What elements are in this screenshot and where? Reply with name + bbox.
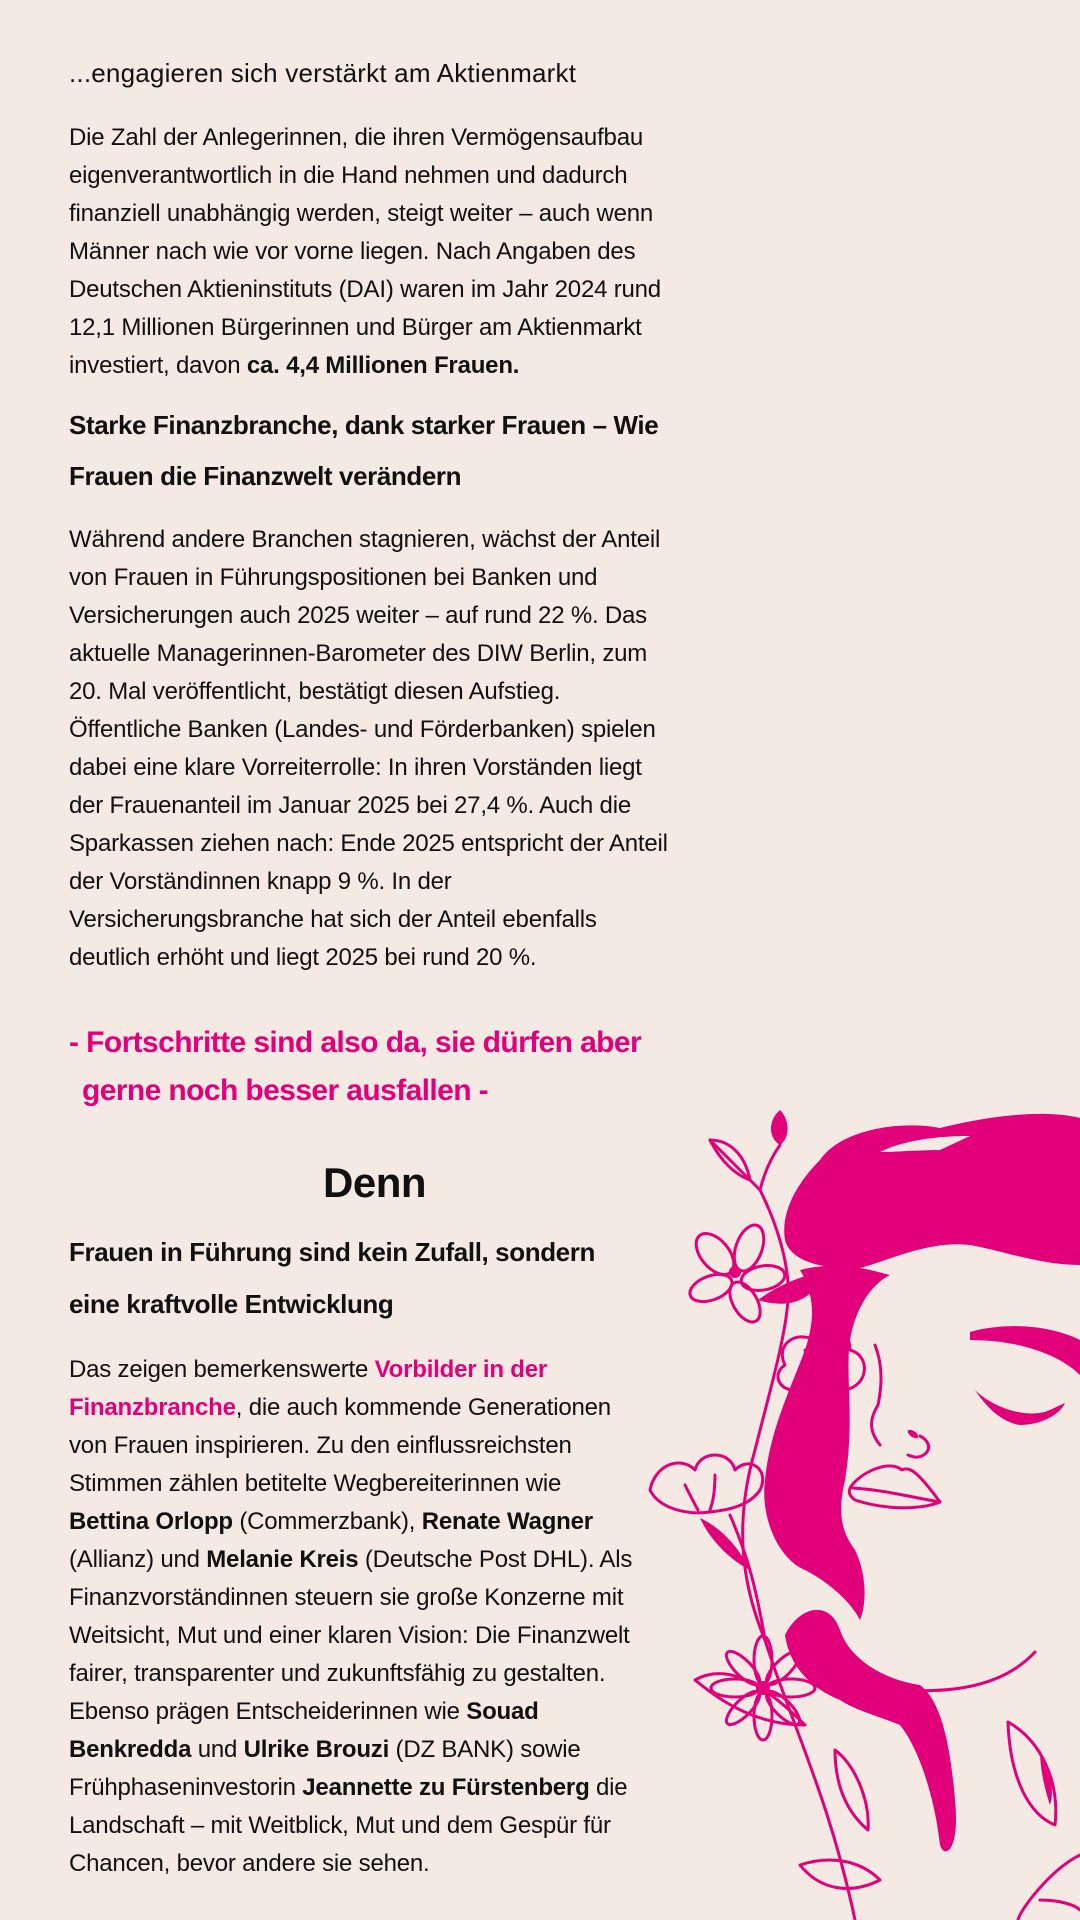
paragraph-line: deutlich erhöht und liegt 2025 bei rund 20 %. <box>69 944 537 971</box>
emphasis-women-count: ca. 4,4 Millionen Frauen. <box>246 352 520 379</box>
paragraph-line: 12,1 Millionen Bürgerinnen und Bürger am Aktienmarkt <box>69 314 642 341</box>
paragraph-line: Die Zahl der Anlegerinnen, die ihren Vermögensaufbau <box>69 124 643 151</box>
paragraph-line: Öffentliche Banken (Landes- und Förderbanken) spielen <box>69 716 656 743</box>
quote-line: gerne noch besser ausfallen - <box>82 1074 489 1107</box>
heading-line: Starke Finanzbranche, dank starker Frauen – Wie <box>69 410 659 440</box>
text-span: Das zeigen bemerkenswerte <box>69 1356 375 1383</box>
paragraph-line: 20. Mal veröffentlicht, bestätigt diesen Aufstieg. <box>69 678 561 705</box>
person-name: Bettina Orlopp <box>69 1508 233 1535</box>
paragraph-line: Während andere Branchen stagnieren, wächst der Anteil <box>69 526 661 553</box>
paragraph-line: eigenverantwortlich in die Hand nehmen und dadurch <box>69 162 628 189</box>
paragraph-line: Versicherungsbranche hat sich der Anteil ebenfalls <box>69 906 597 933</box>
paragraph-line: Versicherungen auch 2025 weiter – auf rund 22 %. Das <box>69 602 647 629</box>
text-span: (DZ BANK) sowie <box>389 1736 581 1763</box>
denn-heading: Denn <box>323 1159 426 1206</box>
paragraph-line: der Vorständinnen knapp 9 %. In der <box>69 868 452 895</box>
paragraph-line <box>69 1394 611 1422</box>
paragraph-line: Landschaft – mit Weitblick, Mut und dem Gespür für <box>69 1812 611 1839</box>
text-span: und <box>191 1736 244 1763</box>
paragraph-line <box>69 1508 593 1536</box>
paragraph-line: von Frauen inspirieren. Zu den einflussreichsten <box>69 1432 572 1459</box>
heading-line: Frauen in Führung sind kein Zufall, sondern <box>69 1237 595 1267</box>
person-name: Benkredda <box>69 1736 192 1763</box>
text-span: Frühphaseninvestorin <box>69 1774 303 1801</box>
paragraph-line: fairer, transparenter und zukunftsfähig zu gestalten. <box>69 1660 606 1687</box>
person-name: Renate Wagner <box>421 1508 593 1535</box>
heading-line: eine kraftvolle Entwicklung <box>69 1289 394 1319</box>
highlight-role-models: Vorbilder in der <box>374 1356 548 1383</box>
paragraph-line: dabei eine klare Vorreiterrolle: In ihren Vorständen liegt <box>69 754 642 781</box>
person-name: Ulrike Brouzi <box>243 1736 390 1763</box>
text-span: die <box>589 1774 628 1801</box>
paragraph-line: Weitsicht, Mut und einer klaren Vision: Die Finanzwelt <box>69 1622 630 1649</box>
paragraph-line: Stimmen zählen betitelte Wegbereiterinnen wie <box>69 1470 562 1497</box>
paragraph-line: Männer nach wie vor vorne liegen. Nach Angaben des <box>69 238 636 265</box>
person-name: Jeannette zu Fürstenberg <box>302 1774 590 1801</box>
text-span: (Commerzbank), <box>232 1508 422 1535</box>
text-span: (Allianz) und <box>69 1546 207 1573</box>
paragraph-line: Finanzvorständinnen steuern sie große Konzerne mit <box>69 1584 624 1611</box>
paragraph-line: aktuelle Managerinnen-Barometer des DIW Berlin, zum <box>69 640 648 667</box>
paragraph-line: der Frauenanteil im Januar 2025 bei 27,4 %. Auch die <box>69 792 631 819</box>
paragraph-line: Sparkassen ziehen nach: Ende 2025 entspricht der Anteil <box>69 830 668 857</box>
paragraph-line <box>69 1698 539 1726</box>
text-span: , die auch kommende Generationen <box>235 1394 611 1421</box>
paragraph-line <box>69 1546 632 1574</box>
woman-face-with-flowers-illustration <box>640 1100 1080 1920</box>
paragraph-line <box>69 1774 627 1802</box>
text-span: (Deutsche Post DHL). Als <box>358 1546 633 1573</box>
person-name: Melanie Kreis <box>206 1546 359 1573</box>
intro-subtitle: ...engagieren sich verstärkt am Aktienmarkt <box>69 58 577 88</box>
paragraph-line: von Frauen in Führungspositionen bei Banken und <box>69 564 598 591</box>
paragraph-line <box>69 1356 547 1384</box>
paragraph-line <box>69 352 519 380</box>
highlight-finance-sector: Finanzbranche <box>69 1394 236 1421</box>
text-span: investiert, davon <box>69 352 247 379</box>
paragraph-line: Chancen, bevor andere sie sehen. <box>69 1850 430 1877</box>
text-span: Ebenso prägen Entscheiderinnen wie <box>69 1698 467 1725</box>
paragraph-line <box>69 1736 581 1764</box>
paragraph-line: Deutschen Aktieninstituts (DAI) waren im Jahr 2024 rund <box>69 276 661 303</box>
person-name: Souad <box>466 1698 539 1725</box>
quote-line: - Fortschritte sind also da, sie dürfen aber <box>69 1026 642 1059</box>
paragraph-line: finanziell unabhängig werden, steigt weiter – auch wenn <box>69 200 654 227</box>
heading-line: Frauen die Finanzwelt verändern <box>69 461 462 491</box>
